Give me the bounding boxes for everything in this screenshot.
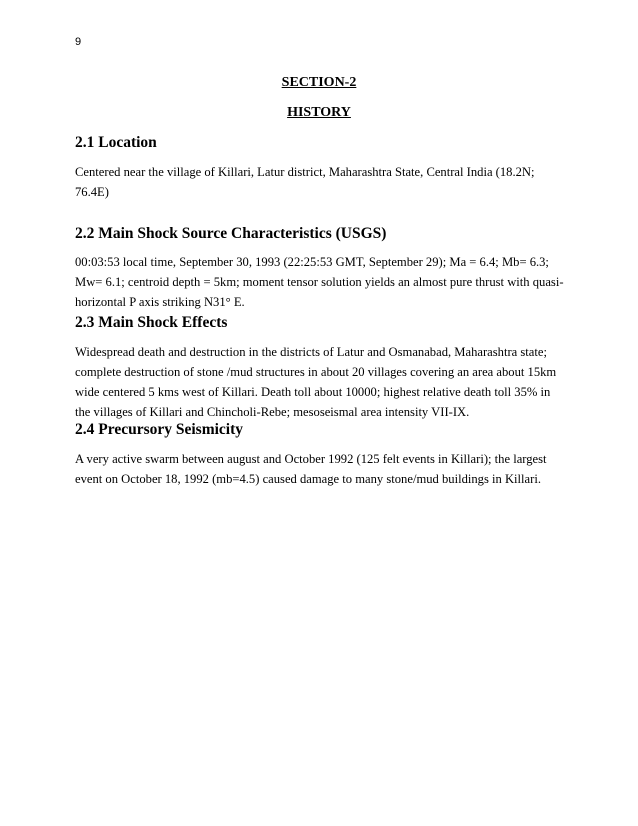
- text-line: the villages of Killari and Chincholi-Rebe; mesoseismal area intensity VII-IX.: [75, 405, 470, 419]
- heading-precursory-seismicity: 2.4 Precursory Seismicity: [75, 421, 244, 438]
- text-line: 00:03:53 local time, September 30, 1993 (22:25:53 GMT, September 29); Ma = 6.4; Mb= 6.3;: [75, 255, 549, 269]
- page-number: 9: [75, 36, 82, 48]
- paragraph-source-characteristics: [75, 252, 565, 312]
- section-subtitle: HISTORY: [287, 105, 351, 120]
- text-line: horizontal P axis striking N31° E.: [75, 295, 245, 309]
- paragraph-precursory-seismicity: [75, 449, 565, 489]
- text-line: Centered near the village of Killari, Latur district, Maharashtra State, Central India (18.2N;: [75, 165, 535, 179]
- heading-source-characteristics: 2.2 Main Shock Source Characteristics (USGS): [75, 225, 387, 242]
- text-line: wide centered 5 kms west of Killari. Death toll about 10000; highest relative death toll 35% in: [75, 385, 551, 399]
- text-line: Mw= 6.1; centroid depth = 5km; moment tensor solution yields an almost pure thrust with quasi-: [75, 275, 564, 289]
- paragraph-shock-effects: [75, 342, 565, 422]
- paragraph-location: [75, 162, 565, 202]
- text-line: 76.4E): [75, 185, 109, 199]
- text-line: complete destruction of stone /mud structures in about 20 villages covering an area about 15km: [75, 365, 557, 379]
- text-line: Widespread death and destruction in the districts of Latur and Osmanabad, Maharashtra state;: [75, 345, 547, 359]
- text-line: A very active swarm between august and October 1992 (125 felt events in Killari); the largest: [75, 452, 547, 466]
- heading-location: 2.1 Location: [75, 134, 157, 151]
- section-title: SECTION-2: [281, 75, 357, 90]
- heading-shock-effects: 2.3 Main Shock Effects: [75, 314, 228, 331]
- text-line: event on October 18, 1992 (mb=4.5) caused damage to many stone/mud buildings in Killari.: [75, 472, 541, 486]
